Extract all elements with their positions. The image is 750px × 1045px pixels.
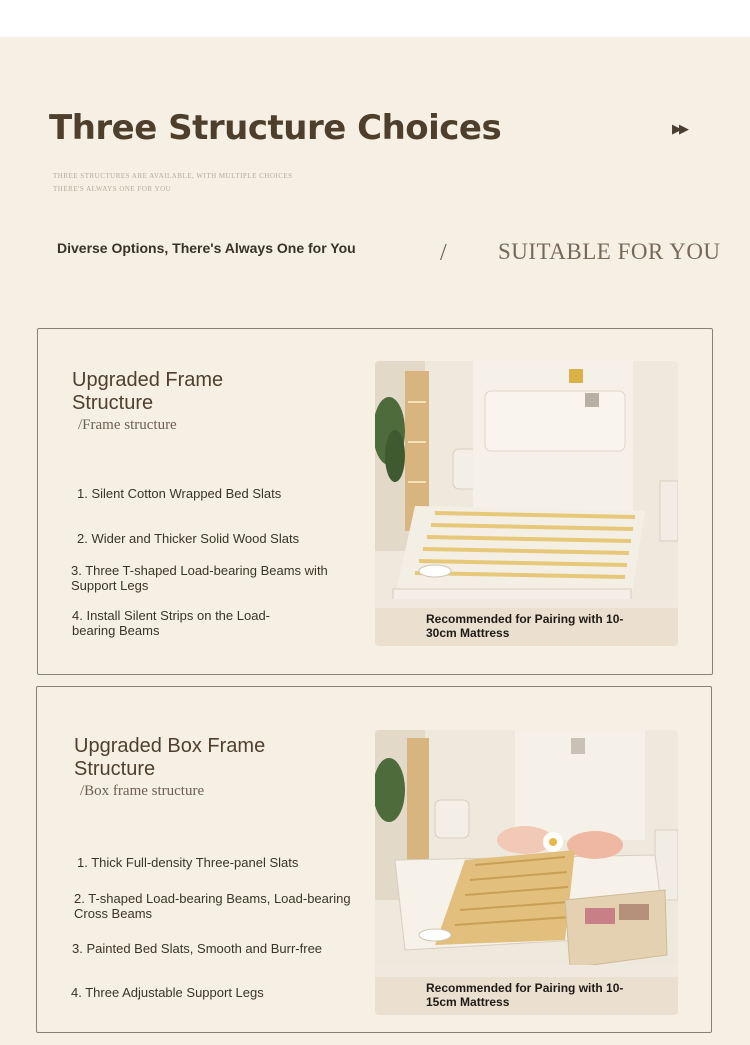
recommendation-bar bbox=[375, 608, 678, 646]
feature-item: 2. T-shaped Load-bearing Beams, Load-bearing Cross Beams bbox=[74, 891, 351, 921]
feature-item: 4. Install Silent Strips on the Load-bearing Beams bbox=[72, 608, 271, 638]
double-arrow-icon: ▶▶ bbox=[672, 121, 686, 136]
feature-item: 1. Silent Cotton Wrapped Bed Slats bbox=[77, 486, 282, 501]
suitable-for-you-label: SUITABLE FOR YOU bbox=[498, 239, 721, 264]
subtitle-line-1: THREE STRUCTURES ARE AVAILABLE, WITH MULTIPLE CHOICES bbox=[53, 172, 293, 180]
card-heading: Upgraded Frame Structure bbox=[72, 369, 224, 414]
bed-frame-photo bbox=[375, 361, 678, 646]
recommendation-bar bbox=[375, 977, 678, 1015]
divider-slash: / bbox=[440, 240, 447, 266]
box-bed-illustration bbox=[375, 730, 678, 1015]
recommendation-text: Recommended for Pairing with 10-30cm Mattress bbox=[426, 612, 624, 640]
box-bed-photo bbox=[375, 730, 678, 1015]
card-subheading: /Box frame structure bbox=[80, 783, 205, 799]
page-title: Three Structure Choices bbox=[49, 108, 502, 148]
feature-item: 3. Painted Bed Slats, Smooth and Burr-free bbox=[72, 941, 323, 956]
feature-item: 2. Wider and Thicker Solid Wood Slats bbox=[77, 531, 300, 546]
frame-structure-card bbox=[37, 328, 713, 675]
bed-frame-illustration bbox=[375, 361, 678, 646]
box-frame-structure-card bbox=[36, 686, 712, 1033]
feature-item: 3. Three T-shaped Load-bearing Beams with Support Legs bbox=[71, 563, 328, 593]
top-white-strip bbox=[0, 0, 750, 37]
feature-item: 1. Thick Full-density Three-panel Slats bbox=[77, 855, 299, 870]
subtitle-line-2: THERE'S ALWAYS ONE FOR YOU bbox=[53, 185, 172, 193]
recommendation-text: Recommended for Pairing with 10-15cm Mattress bbox=[426, 981, 624, 1009]
feature-item: 4. Three Adjustable Support Legs bbox=[71, 985, 264, 1000]
tagline: Diverse Options, There's Always One for You bbox=[57, 240, 356, 256]
card-heading: Upgraded Box Frame Structure bbox=[74, 735, 266, 780]
card-subheading: /Frame structure bbox=[78, 417, 177, 433]
